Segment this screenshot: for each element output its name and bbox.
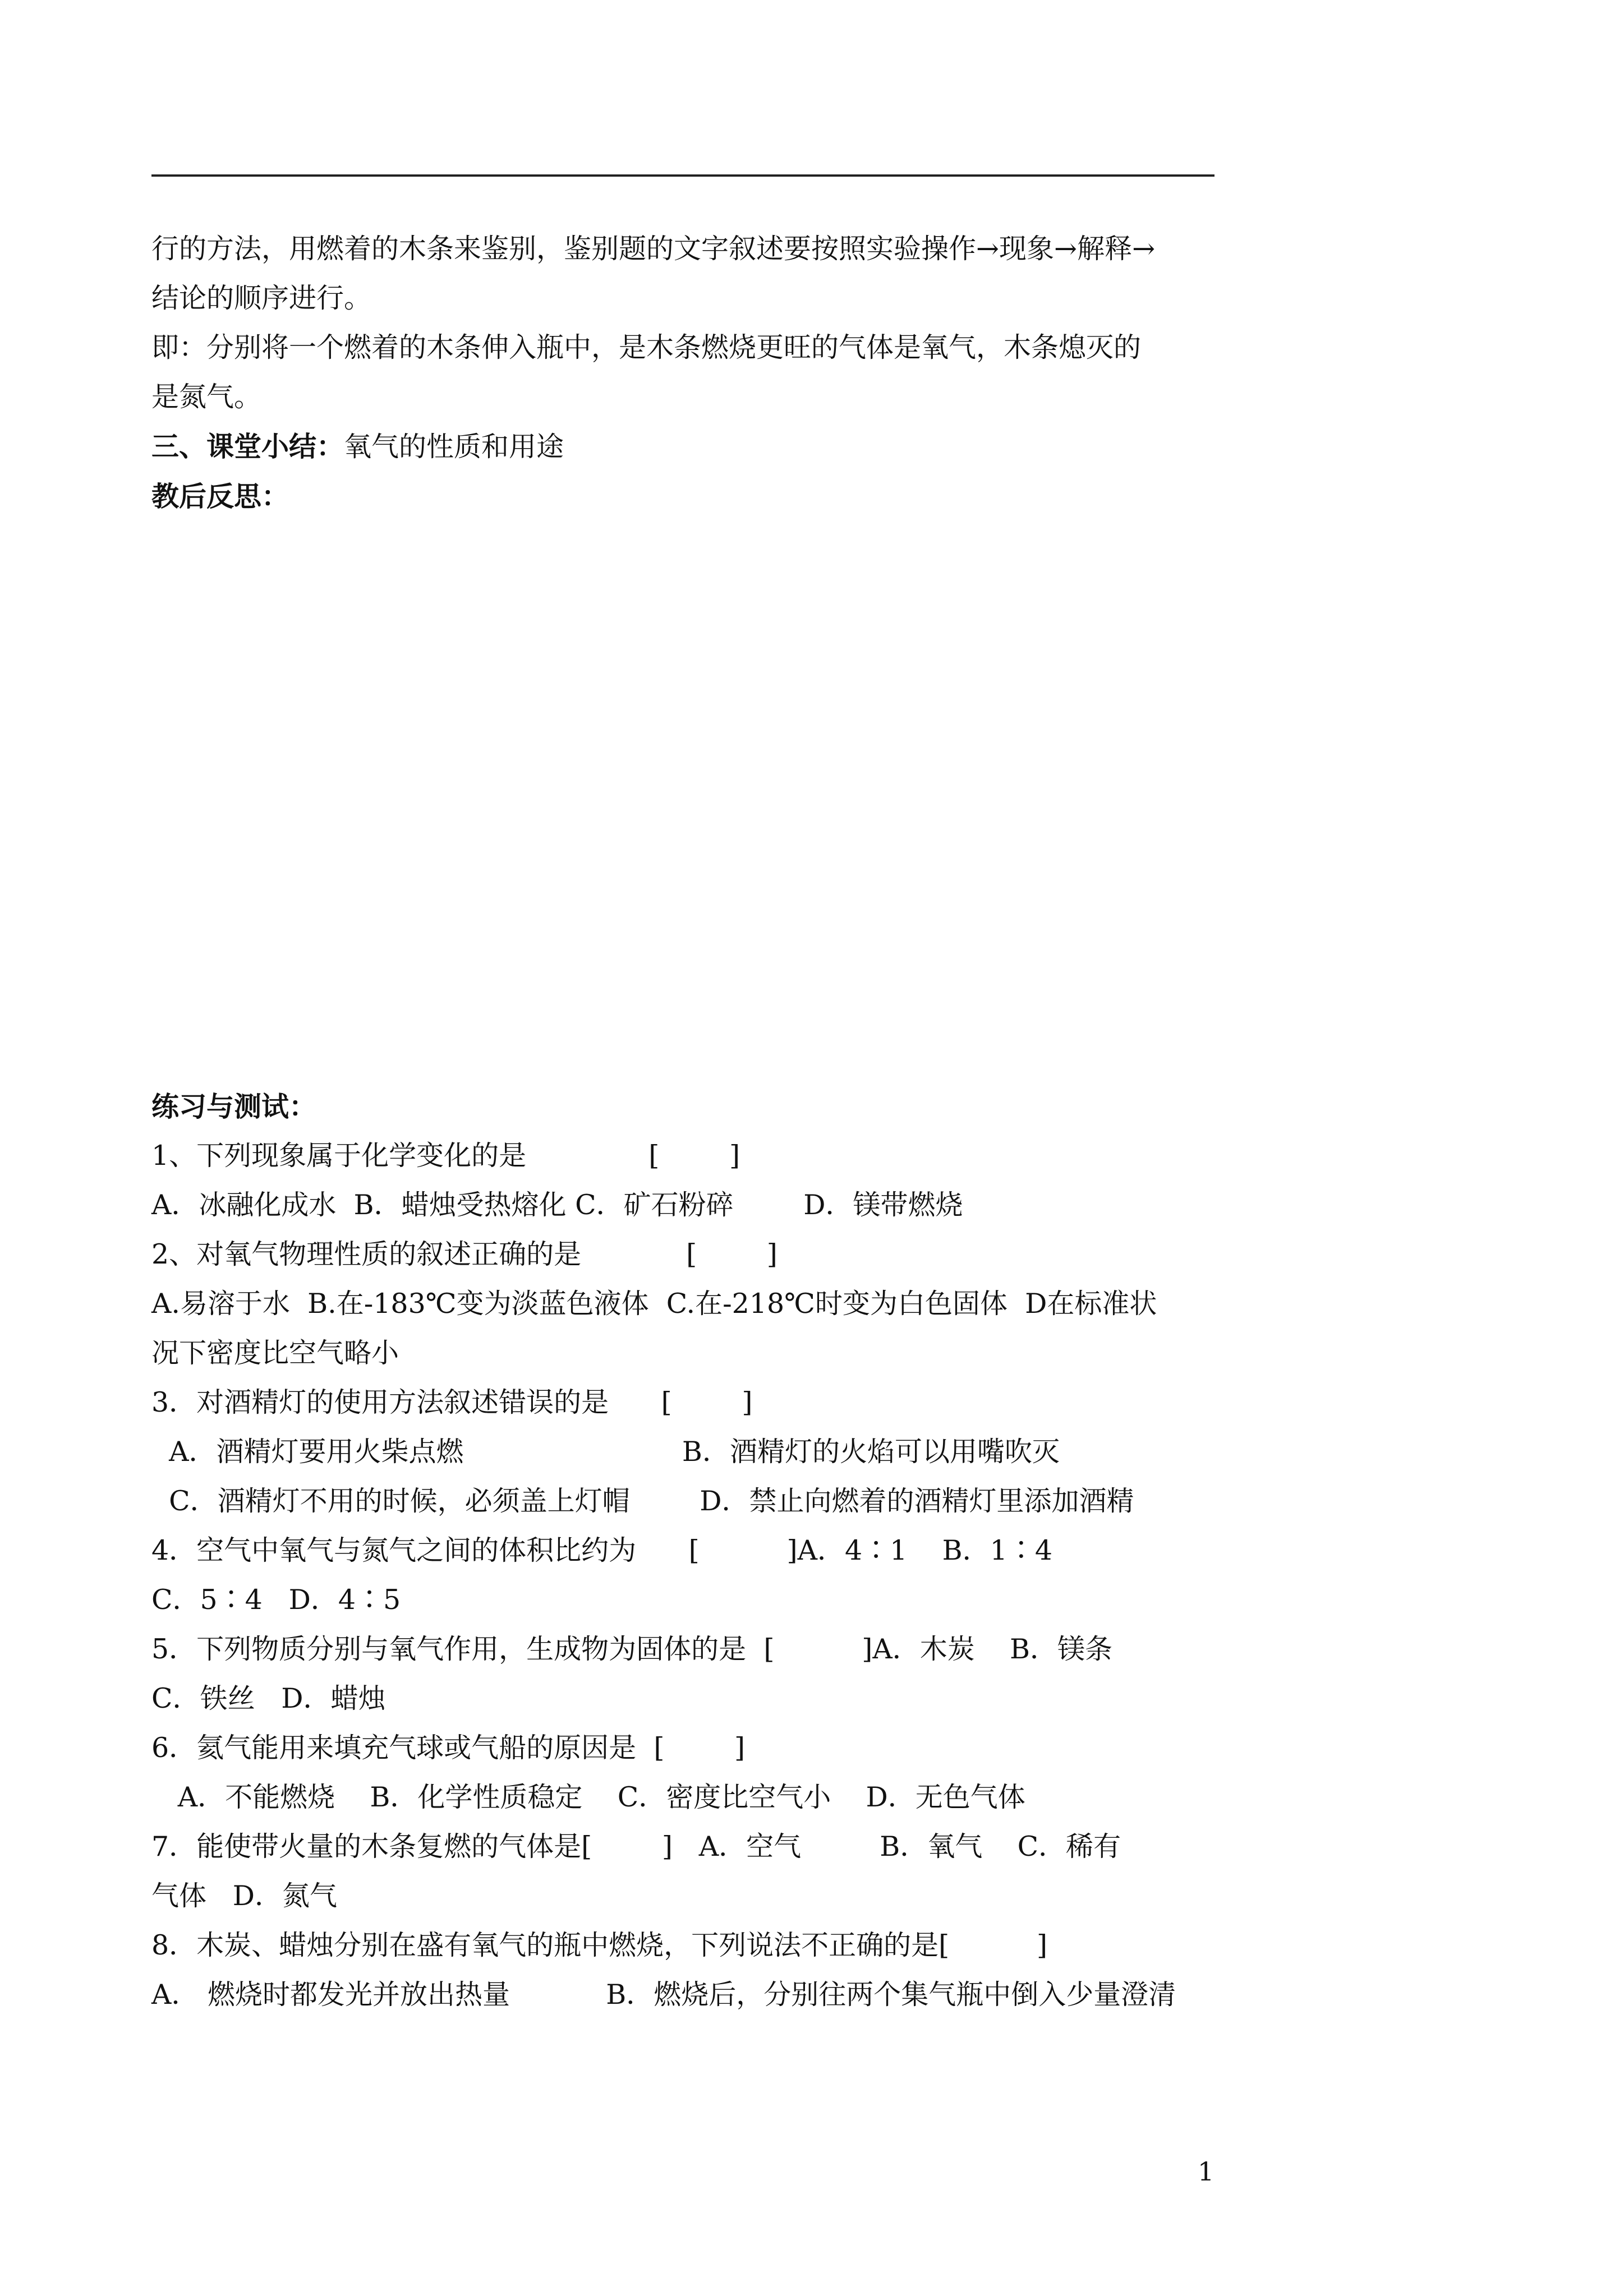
document-page — [151, 224, 1217, 2020]
summary-heading: 三、课堂小结： — [151, 430, 344, 463]
exercise-line: 8．木炭、蜡烛分别在盛有氧气的瓶中燃烧，下列说法不正确的是[ ] — [151, 1929, 1048, 1961]
exercise-line: 气体 D．氮气 — [151, 1880, 338, 1912]
exercises-heading: 练习与测试： — [151, 1090, 317, 1123]
intro-line-1: 行的方法，用燃着的木条来鉴别，鉴别题的文字叙述要按照实验操作→现象→解释→ — [151, 233, 1156, 265]
exercise-line: A．不能燃烧 B．化学性质稳定 C．密度比空气小 D．无色气体 — [151, 1781, 1025, 1813]
exercise-line: 4．空气中氧气与氮气之间的体积比约为 [ ]A．4∶1 B．1∶4 — [151, 1534, 1053, 1566]
exercise-line: C．5∶4 D．4∶5 — [151, 1584, 401, 1616]
exercise-line: A． 燃烧时都发光并放出热量 B．燃烧后，分别往两个集气瓶中倒入少量澄清 — [151, 1979, 1176, 2011]
exercise-line: 6．氦气能用来填充气球或气船的原因是 [ ] — [151, 1732, 746, 1764]
intro-line-4: 是氮气。 — [151, 381, 262, 413]
exercise-line: 3．对酒精灯的使用方法叙述错误的是 [ ] — [151, 1386, 753, 1418]
exercise-line: C．铁丝 D．蜡烛 — [151, 1682, 386, 1714]
exercise-line: 1、下列现象属于化学变化的是 [ ] — [151, 1140, 740, 1172]
page-number: 1 — [1198, 2156, 1214, 2187]
exercise-line: C．酒精灯不用的时候，必须盖上灯帽 D．禁止向燃着的酒精灯里添加酒精 — [151, 1485, 1134, 1517]
reflection-blank-space — [151, 521, 1217, 1082]
exercise-line: A.易溶于水 B.在-183℃变为淡蓝色液体 C.在-218℃时变为白色固体 D在标准状 — [151, 1288, 1157, 1320]
header-rule — [151, 174, 1214, 177]
exercise-line: 5．下列物质分别与氧气作用，生成物为固体的是 [ ]A．木炭 B．镁条 — [151, 1633, 1113, 1665]
exercise-line: 7．能使带火量的木条复燃的气体是[ ] A．空气 B．氧气 C．稀有 — [151, 1831, 1121, 1862]
summary-text: 氧气的性质和用途 — [344, 431, 564, 463]
exercise-line: 况下密度比空气略小 — [151, 1337, 399, 1369]
intro-line-2: 结论的顺序进行。 — [151, 282, 372, 314]
summary-line — [151, 422, 1217, 472]
exercise-line: 2、对氧气物理性质的叙述正确的是 [ ] — [151, 1238, 778, 1270]
exercise-line: A．酒精灯要用火柴点燃 B．酒精灯的火焰可以用嘴吹灭 — [151, 1436, 1060, 1468]
reflection-heading: 教后反思： — [151, 480, 289, 513]
exercise-line: A．冰融化成水 B．蜡烛受热熔化 C．矿石粉碎 D．镁带燃烧 — [151, 1189, 963, 1221]
intro-line-3: 即：分别将一个燃着的木条伸入瓶中，是木条燃烧更旺的气体是氧气，木条熄灭的 — [151, 331, 1142, 363]
